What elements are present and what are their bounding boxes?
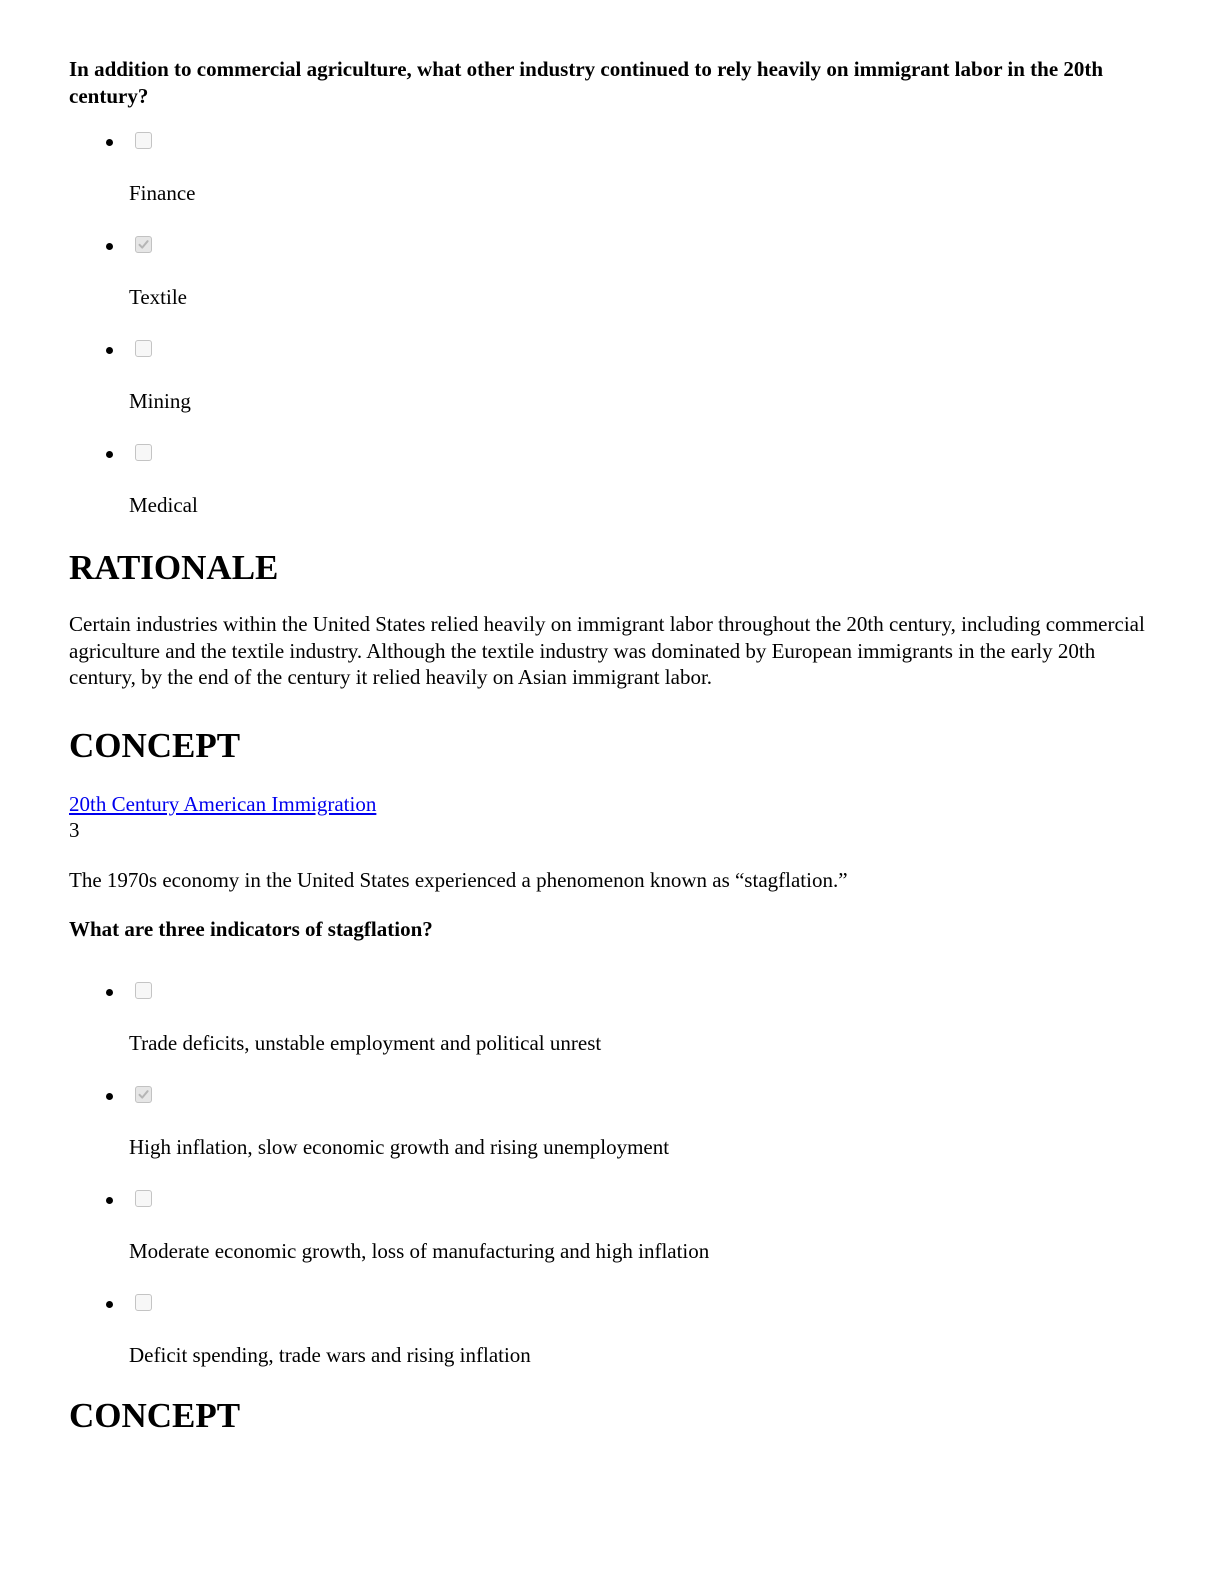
concept-link[interactable]: 20th Century American Immigration xyxy=(69,791,377,816)
option-finance-checkbox[interactable] xyxy=(135,132,152,149)
question-2-intro: The 1970s economy in the United States experienced a phenomenon known as “stagflation.” xyxy=(69,867,848,892)
option-high-inflation xyxy=(69,1072,1149,1176)
quiz-page xyxy=(69,56,1149,1436)
option-moderate-growth xyxy=(69,1176,1149,1280)
checkmark-icon xyxy=(137,238,150,251)
option-mining xyxy=(69,326,1149,430)
option-trade-deficits-checkbox[interactable] xyxy=(135,982,152,999)
bullet-icon xyxy=(106,1197,113,1204)
bullet-icon xyxy=(106,243,113,250)
rationale-text: Certain industries within the United States relied heavily on immigrant labor throughout the 20th century, including commercial agriculture and the textile industry. Although the textile industry was dominated by European immigrants in the early 20th century, by the end of the century it relied heavily on Asian immigrant labor. xyxy=(69,612,1145,689)
option-textile-checkbox[interactable] xyxy=(135,236,152,253)
option-label: Trade deficits, unstable employment and political unrest xyxy=(129,1031,602,1055)
option-deficit-spending xyxy=(69,1280,1149,1384)
option-medical-checkbox[interactable] xyxy=(135,444,152,461)
concept-heading-2: CONCEPT xyxy=(69,1396,241,1435)
option-label: Textile xyxy=(129,285,188,309)
option-label: Finance xyxy=(129,181,196,205)
option-label: Deficit spending, trade wars and rising inflation xyxy=(129,1343,531,1367)
option-trade-deficits xyxy=(69,968,1149,1072)
option-medical xyxy=(69,430,1149,534)
bullet-icon xyxy=(106,139,113,146)
bullet-icon xyxy=(106,347,113,354)
option-mining-checkbox[interactable] xyxy=(135,340,152,357)
concept-block xyxy=(69,791,1149,843)
option-label: Moderate economic growth, loss of manufacturing and high inflation xyxy=(129,1239,710,1263)
option-textile xyxy=(69,222,1149,326)
question-2-options xyxy=(69,968,1149,1384)
question-1-options xyxy=(69,118,1149,534)
bullet-icon xyxy=(106,451,113,458)
bullet-icon xyxy=(106,989,113,996)
option-finance xyxy=(69,118,1149,222)
option-high-inflation-checkbox[interactable] xyxy=(135,1086,152,1103)
question-1-text: In addition to commercial agriculture, what other industry continued to rely heavily on immigrant labor in the 20th century? xyxy=(69,57,1104,108)
concept-heading: CONCEPT xyxy=(69,725,241,765)
option-label: Medical xyxy=(129,493,198,517)
option-label: Mining xyxy=(129,389,191,413)
question-number: 3 xyxy=(69,817,80,842)
option-moderate-growth-checkbox[interactable] xyxy=(135,1190,152,1207)
option-label: High inflation, slow economic growth and rising unemployment xyxy=(129,1135,670,1159)
bullet-icon xyxy=(106,1093,113,1100)
checkmark-icon xyxy=(137,1088,150,1101)
bullet-icon xyxy=(106,1301,113,1308)
option-deficit-spending-checkbox[interactable] xyxy=(135,1294,152,1311)
question-2-text: What are three indicators of stagflation? xyxy=(69,917,433,941)
rationale-heading: RATIONALE xyxy=(69,548,279,587)
